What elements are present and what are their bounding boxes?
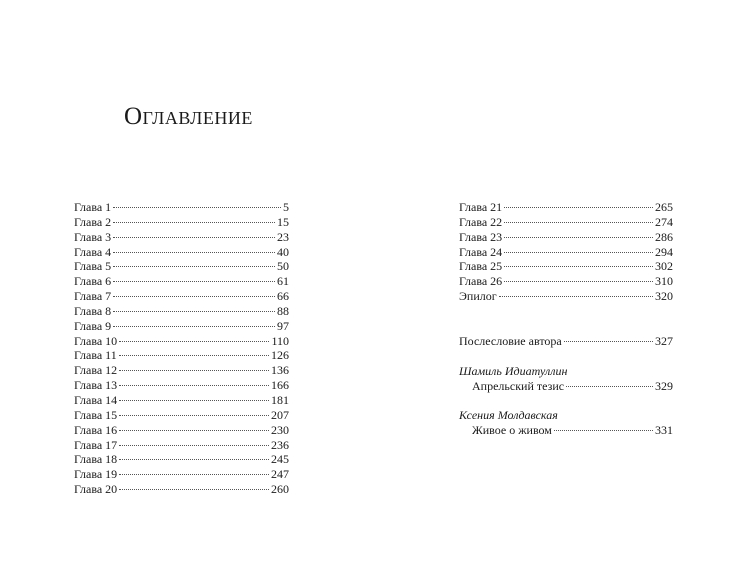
toc-entry-label: Глава 16 [74, 422, 118, 437]
toc-entry [74, 289, 289, 304]
toc-entry-label: Глава 2 [74, 214, 112, 229]
dot-leader [504, 222, 653, 223]
toc-entry [74, 452, 289, 467]
toc-entry-page: 310 [655, 274, 673, 289]
right-page [375, 0, 750, 563]
toc-entry [74, 393, 289, 408]
dot-leader [113, 222, 275, 223]
toc-entry-page: 61 [277, 274, 289, 289]
toc-entry-page: 50 [277, 259, 289, 274]
dot-leader [119, 489, 269, 490]
toc-entry-page: 88 [277, 303, 289, 318]
toc-entry-label: Глава 19 [74, 467, 118, 482]
toc-entry-label: Глава 17 [74, 437, 118, 452]
toc-entry [74, 482, 289, 497]
toc-entry [459, 215, 673, 230]
dot-leader [119, 370, 269, 371]
toc-entry-label: Глава 14 [74, 392, 118, 407]
dot-leader [499, 296, 653, 297]
dot-leader [504, 252, 653, 253]
toc-entry-page: 274 [655, 214, 673, 229]
toc-entry-page: 294 [655, 244, 673, 259]
toc-entry-label: Глава 6 [74, 274, 112, 289]
toc-entry-label: Глава 4 [74, 244, 112, 259]
toc-entry-label: Послесловие автора [459, 334, 562, 348]
dot-leader [113, 281, 275, 282]
toc-entry-page: 110 [271, 333, 289, 348]
toc-entry [459, 200, 673, 215]
toc-entry-label: Глава 15 [74, 407, 118, 422]
author-name: Ксения Молдавская [459, 408, 558, 422]
toc-entry [74, 215, 289, 230]
toc-entry-label: Глава 3 [74, 229, 112, 244]
dot-leader [119, 474, 269, 475]
dot-leader [113, 311, 275, 312]
afterword-block [459, 334, 673, 349]
toc-entry-page: 23 [277, 229, 289, 244]
dot-leader [119, 341, 269, 342]
toc-entry [74, 423, 289, 438]
toc-entry [74, 438, 289, 453]
dot-leader [119, 430, 269, 431]
toc-entry-page: 40 [277, 244, 289, 259]
toc-entry-page: 329 [655, 379, 673, 393]
toc-entry-label: Живое о живом [472, 423, 552, 437]
toc-entry-label: Глава 25 [459, 259, 503, 274]
dot-leader [113, 296, 275, 297]
toc-entry [74, 230, 289, 245]
dot-leader [119, 385, 269, 386]
author-name: Шамиль Идиатуллин [459, 364, 568, 378]
toc-entry [74, 319, 289, 334]
toc-entry-label: Глава 7 [74, 289, 112, 304]
toc-entry-label: Глава 5 [74, 259, 112, 274]
dot-leader [504, 266, 653, 267]
dot-leader [554, 430, 653, 431]
toc-entry-epilogue [459, 289, 673, 304]
dot-leader [113, 237, 275, 238]
toc-entry [74, 274, 289, 289]
toc-entry-page: 260 [271, 482, 289, 497]
toc-entry-page: 245 [271, 452, 289, 467]
toc-entry [74, 245, 289, 260]
toc-entry-page: 265 [655, 200, 673, 214]
toc-entry [74, 304, 289, 319]
toc-entry [459, 274, 673, 289]
author-block [459, 364, 673, 394]
toc-entry-essay [459, 423, 673, 438]
toc-entry-label: Глава 20 [74, 482, 118, 497]
toc-list-left [74, 200, 289, 497]
author-block [459, 408, 673, 438]
toc-entry-page: 5 [283, 200, 289, 214]
toc-entry-label: Глава 8 [74, 303, 112, 318]
dot-leader [119, 400, 269, 401]
toc-entry-page: 230 [271, 422, 289, 437]
toc-entry [74, 348, 289, 363]
toc-entry [74, 408, 289, 423]
dot-leader [504, 281, 653, 282]
toc-entry-essay [459, 379, 673, 394]
toc-entry-page: 247 [271, 467, 289, 482]
dot-leader [566, 386, 653, 387]
toc-entry-afterword [459, 334, 673, 349]
dot-leader [119, 415, 269, 416]
toc-entry [74, 334, 289, 349]
toc-entry-page: 236 [271, 437, 289, 452]
dot-leader [504, 237, 653, 238]
toc-entry [459, 259, 673, 274]
dot-leader [504, 207, 653, 208]
dot-leader [113, 326, 275, 327]
toc-entry-page: 166 [271, 378, 289, 393]
toc-entry-label: Эпилог [459, 289, 497, 304]
dot-leader [119, 355, 269, 356]
toc-entry-page: 286 [655, 229, 673, 244]
toc-list-right [459, 200, 673, 304]
toc-entry-label: Глава 1 [74, 200, 112, 214]
toc-entry-label: Глава 13 [74, 378, 118, 393]
toc-entry-label: Глава 12 [74, 363, 118, 378]
toc-entry-page: 331 [655, 423, 673, 437]
dot-leader [564, 341, 653, 342]
toc-entry-page: 302 [655, 259, 673, 274]
toc-entry-page: 136 [271, 363, 289, 378]
toc-entry-label: Глава 26 [459, 274, 503, 289]
toc-entry-label: Глава 24 [459, 244, 503, 259]
toc-entry [74, 259, 289, 274]
toc-entry [459, 245, 673, 260]
toc-entry-label: Глава 21 [459, 200, 503, 214]
toc-entry [459, 230, 673, 245]
toc-entry [74, 363, 289, 378]
toc-entry-page: 327 [655, 334, 673, 348]
dot-leader [119, 459, 269, 460]
toc-entry-page: 320 [655, 289, 673, 304]
dot-leader [119, 445, 269, 446]
dot-leader [113, 252, 275, 253]
toc-entry-page: 181 [271, 392, 289, 407]
toc-entry-page: 207 [271, 407, 289, 422]
toc-entry [74, 200, 289, 215]
toc-entry-page: 126 [271, 348, 289, 363]
toc-entry-page: 15 [277, 214, 289, 229]
toc-entry-label: Глава 11 [74, 348, 117, 363]
toc-entry-label: Глава 9 [74, 318, 112, 333]
dot-leader [113, 266, 275, 267]
toc-entry-label: Глава 23 [459, 229, 503, 244]
toc-entry-page: 66 [277, 289, 289, 304]
toc-entry-label: Глава 10 [74, 333, 118, 348]
toc-entry-page: 97 [277, 318, 289, 333]
toc-entry-label: Апрельский тезис [472, 379, 565, 393]
dot-leader [113, 207, 281, 208]
toc-entry [74, 378, 289, 393]
toc-entry-label: Глава 22 [459, 214, 503, 229]
toc-title: Оглавление [124, 103, 253, 130]
toc-entry [74, 467, 289, 482]
toc-entry-label: Глава 18 [74, 452, 118, 467]
